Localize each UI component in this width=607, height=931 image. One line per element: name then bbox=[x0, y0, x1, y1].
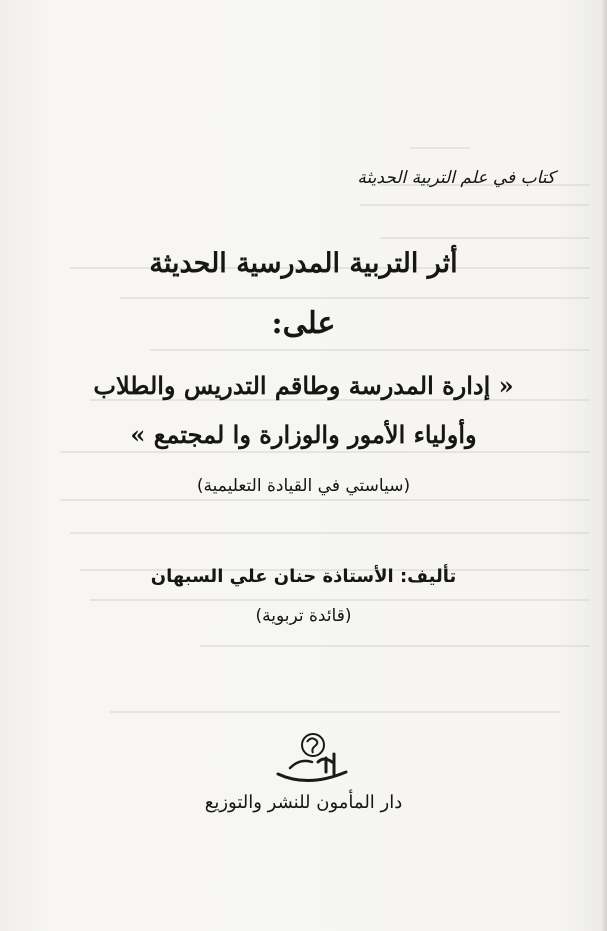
book-subtitle-line-1: « إدارة المدرسة وطاقم التدريس والطلاب bbox=[93, 371, 514, 400]
page-edge-shadow bbox=[601, 0, 607, 931]
book-title-line-2: على: bbox=[271, 306, 336, 341]
series-note: (سياستي في القيادة التعليمية) bbox=[196, 476, 411, 496]
publisher-logo-icon bbox=[268, 728, 356, 786]
series-label: كتاب في علم التربية الحديثة bbox=[357, 168, 555, 188]
author-name: تأليف: الأستاذة حنان علي السبهان bbox=[150, 566, 457, 587]
author-role: (قائدة تربوية) bbox=[255, 606, 352, 626]
book-subtitle-line-2: وأولياء الأمور والوزارة وا لمجتمع » bbox=[130, 420, 477, 449]
book-title-line-1: أثر التربية المدرسية الحديثة bbox=[149, 248, 458, 279]
publisher-name: دار المأمون للنشر والتوزيع bbox=[204, 792, 403, 813]
